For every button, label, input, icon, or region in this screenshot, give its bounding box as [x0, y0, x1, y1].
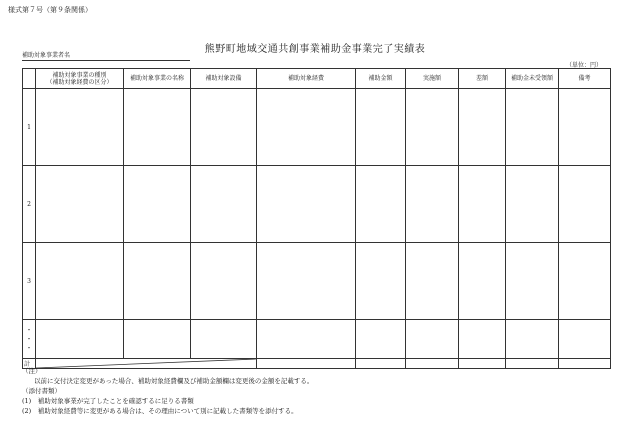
cell-subsidy-amount[interactable]: [356, 320, 406, 359]
cell-remarks[interactable]: [559, 166, 611, 243]
total-unreceived[interactable]: [506, 359, 559, 369]
cell-expenses[interactable]: [257, 320, 356, 359]
cell-actual-amount[interactable]: [406, 320, 459, 359]
cell-unreceived[interactable]: [506, 243, 559, 320]
notes-section: [22, 366, 313, 416]
row-number: 1: [23, 89, 36, 166]
results-table: [22, 68, 611, 369]
cell-remarks[interactable]: [559, 243, 611, 320]
note-heading: （注）: [22, 367, 42, 375]
header-equipment: 補助対象設備: [191, 69, 257, 89]
cell-expenses[interactable]: [257, 243, 356, 320]
cell-project-name[interactable]: [124, 320, 191, 359]
table-row: [23, 166, 611, 243]
row-number: 3: [23, 243, 36, 320]
header-type: [36, 69, 124, 89]
header-type-label: 補助対象事業の種別 （補助対象経費の区分）: [46, 71, 113, 86]
cell-unreceived[interactable]: [506, 166, 559, 243]
continuation-row: [23, 320, 611, 359]
cell-subsidy-amount[interactable]: [356, 243, 406, 320]
total-remarks[interactable]: [559, 359, 611, 369]
cell-remarks[interactable]: [559, 320, 611, 359]
cell-subsidy-amount[interactable]: [356, 89, 406, 166]
cell-difference[interactable]: [459, 89, 506, 166]
cell-type[interactable]: [36, 320, 124, 359]
header-project-name: 補助対象事業の名称: [124, 69, 191, 89]
cell-project-name[interactable]: [124, 243, 191, 320]
header-row: [23, 69, 611, 89]
cell-actual-amount[interactable]: [406, 166, 459, 243]
header-remarks: 備考: [559, 69, 611, 89]
unit-label: （単位：円）: [565, 62, 602, 69]
attachment-item-2: (2) 補助対象経費等に変更がある場合は、その理由について別に記載した書類等を添付する。: [22, 407, 298, 415]
header-difference: 差額: [459, 69, 506, 89]
cell-project-name[interactable]: [124, 89, 191, 166]
cell-unreceived[interactable]: [506, 320, 559, 359]
continuation-marks: [23, 320, 36, 359]
header-unreceived: 補助金未受領額: [506, 69, 559, 89]
cell-type[interactable]: [36, 243, 124, 320]
cell-expenses[interactable]: [257, 166, 356, 243]
attachments-heading: （添付書類）: [22, 387, 61, 395]
continuation-dot: ・: [25, 335, 33, 343]
total-label: 計: [23, 359, 36, 369]
cell-project-name[interactable]: [124, 166, 191, 243]
cell-equipment[interactable]: [191, 166, 257, 243]
header-expenses: 補助対象経費: [257, 69, 356, 89]
header-actual-amount: 実施額: [406, 69, 459, 89]
continuation-dot: ・: [25, 344, 33, 352]
header-subsidy-amount: 補助金額: [356, 69, 406, 89]
cell-difference[interactable]: [459, 166, 506, 243]
cell-type[interactable]: [36, 166, 124, 243]
header-blank: [23, 69, 36, 89]
cell-type[interactable]: [36, 89, 124, 166]
cell-unreceived[interactable]: [506, 89, 559, 166]
cell-actual-amount[interactable]: [406, 243, 459, 320]
table-row: [23, 89, 611, 166]
applicant-name-field[interactable]: 補助対象事業者名: [22, 50, 190, 61]
cell-difference[interactable]: [459, 320, 506, 359]
page-title: 熊野町地域交通共創事業補助金事業完了実績表: [204, 44, 426, 55]
cell-subsidy-amount[interactable]: [356, 166, 406, 243]
cell-remarks[interactable]: [559, 89, 611, 166]
cell-equipment[interactable]: [191, 320, 257, 359]
note-text: 以前に交付決定変更があった場合、補助対象経費欄及び補助金額欄は変更後の金額を記載する。: [34, 377, 314, 385]
continuation-dot: ・: [25, 326, 33, 334]
row-number: 2: [23, 166, 36, 243]
table-row: [23, 243, 611, 320]
cell-equipment[interactable]: [191, 243, 257, 320]
form-number: 様式第７号（第９条関係）: [8, 6, 92, 14]
cell-equipment[interactable]: [191, 89, 257, 166]
attachment-item-1: (1) 補助対象事業が完了したことを確認するに足りる書類: [22, 397, 194, 405]
total-actual-amount[interactable]: [406, 359, 459, 369]
cell-actual-amount[interactable]: [406, 89, 459, 166]
cell-expenses[interactable]: [257, 89, 356, 166]
cell-difference[interactable]: [459, 243, 506, 320]
total-subsidy-amount[interactable]: [356, 359, 406, 369]
total-difference[interactable]: [459, 359, 506, 369]
